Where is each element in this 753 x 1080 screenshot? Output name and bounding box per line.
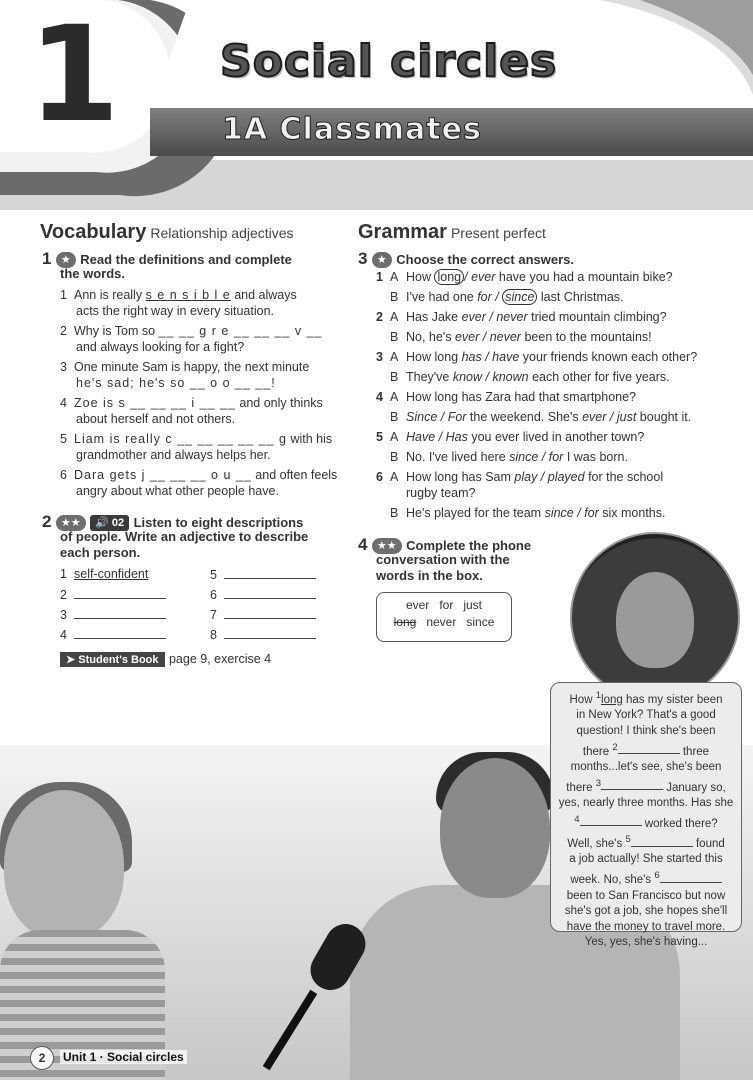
item-text: he's sad; he's so __ o o __ __! [76,376,276,390]
item-text: / [479,330,490,344]
exercise-instruction-cont: each person. [60,545,141,560]
speaker-letter: A [390,310,399,324]
item-text: and only thinks [235,396,323,410]
item-number: 3 [60,360,67,374]
list-item [376,289,736,309]
bubble-text: found [692,837,725,850]
gap-number: 4 [574,813,580,825]
answer-field[interactable] [224,566,316,579]
item-text: No. I've lived here [406,450,510,464]
item-text: acts the right way in every situation. [76,304,275,318]
gap-answer: long [601,693,623,706]
item-text: and always [230,288,297,302]
answer-row [210,606,340,626]
word-for: for [439,598,454,612]
item-number: 4 [60,628,67,642]
difficulty-star-icon: ★★ [56,515,86,531]
item-text: rugby team? [406,486,476,500]
boy-photo [440,758,550,898]
speaker-letter: B [390,370,399,384]
difficulty-star-icon: ★★ [372,538,402,554]
answer-field[interactable] [74,626,166,639]
item-text: I've had one [406,290,478,304]
choice-option[interactable]: known [492,370,529,384]
item-text: How [406,270,435,284]
choice-option[interactable]: for [548,450,564,464]
speaker-letter: B [390,410,399,424]
word-since: since [466,615,495,629]
page-number: 2 [30,1046,54,1070]
speaker-letter: B [390,330,399,344]
bubble-text: three [679,745,710,758]
exercise-instruction-cont: the words. [60,266,126,281]
item-text: Zoe is s __ __ __ i __ __ [74,396,236,410]
answer-field[interactable] [74,586,166,599]
choice-option[interactable]: since [544,506,574,520]
choice-option[interactable]: know [452,370,483,384]
item-text: / [538,450,549,464]
exercise-instruction: Listen to eight descriptions [133,515,304,530]
item-text: and often feels [251,468,338,482]
item-number: 1 [60,288,67,302]
word-box-row [377,614,511,631]
choice-selected[interactable]: long [434,269,464,285]
speaker-letter: A [390,430,399,444]
woman-portrait-photo [570,532,740,702]
item-text: bought it. [636,410,692,424]
item-text: tried mountain climbing? [527,310,667,324]
item-text: Why is Tom so [74,324,159,338]
item-text: for the school [584,470,664,484]
gap-number: 1 [595,690,602,701]
item-number: 4 [376,390,383,404]
item-text: / [606,410,617,424]
item-text: Has Jake [406,310,462,324]
exercise-3-items [376,269,736,525]
exercise-instruction: Read the definitions and complete [80,252,292,267]
list-item: B He's played for the team since / for six months. [390,506,666,520]
choice-option[interactable]: played [547,470,585,484]
item-text: He's played for the team [406,506,545,520]
list-item [60,323,345,355]
choice-option[interactable]: ever [461,310,486,324]
word-box-row [377,597,511,614]
word-box [376,592,512,642]
choice-option[interactable]: For [447,410,467,424]
item-text: been to the mountains! [520,330,652,344]
choice-option[interactable]: Since [406,410,438,424]
gap-number: 6 [654,870,660,882]
speaker-letter: A [390,270,399,284]
exercise-instruction: Complete the phone [406,538,532,553]
choice-option[interactable]: never [496,310,528,324]
exercise-1-items [60,287,345,499]
item-text: How long has Sam [406,470,515,484]
choice-selected[interactable]: since [502,289,537,305]
item-text: about herself and not others. [76,412,236,426]
item-number: 1 [376,270,383,284]
list-item [60,359,345,391]
exercise-number: 4 [358,535,368,554]
item-number: 5 [210,568,217,582]
gap-number: 2 [612,741,618,753]
vocabulary-subtitle: Relationship adjectives [150,225,294,241]
item-text: No, he's [406,330,455,344]
girl-photo [4,790,124,940]
item-text: / [435,430,446,444]
bubble-text: a job actually! She started this [569,853,723,866]
answer-row [60,626,190,646]
list-item [60,431,345,463]
bubble-text: January so, [663,781,726,794]
item-text: / [481,350,493,364]
exercise-number: 1 [42,249,52,268]
item-number: 4 [60,396,67,410]
item-text: angry about what other people have. [76,484,279,498]
audio-track-number: 02 [111,516,125,529]
grammar-heading [358,221,546,244]
answer-field[interactable] [224,606,316,619]
item-text: your friends known each other? [519,350,698,364]
item-text: Ann is really [74,288,146,302]
difficulty-star-icon: ★ [56,252,76,268]
vocabulary-title: Vocabulary [40,221,147,243]
exercise-instruction-cont: conversation with the [376,552,510,567]
item-text: / [464,270,472,284]
word-ever: ever [405,598,430,612]
choice-option[interactable]: ever [582,410,607,424]
list-item [60,467,345,499]
answer-field[interactable] [224,586,316,599]
item-text: How long [406,350,462,364]
item-text: Liam is really c __ __ __ __ __ g [74,432,287,446]
vocabulary-heading [40,221,294,244]
list-item [376,389,736,409]
exercise-number: 3 [358,249,368,268]
item-text: I was born. [563,450,628,464]
choice-option[interactable]: never [489,330,521,344]
exercise-instruction-cont: words in the box. [376,568,483,583]
word-long: long [393,615,417,629]
gap-number: 3 [595,777,602,789]
item-text: Dara gets j __ __ __ o u __ [74,468,252,482]
choice-option[interactable]: ever [454,330,480,344]
list-item [60,287,345,319]
unit-number: 1 [28,0,120,152]
grammar-subtitle: Present perfect [450,225,546,241]
bubble-text: have the money to travel more. [566,920,726,933]
item-text: six months. [598,506,666,520]
item-number: 2 [60,324,67,338]
gap-field[interactable] [580,815,642,826]
answer-field[interactable]: self-confident [74,567,149,581]
list-item [376,369,736,389]
students-book-reference [60,650,271,668]
speaker-letter: B [390,290,399,304]
choice-option[interactable]: Have [406,430,436,444]
answer-row [210,626,340,646]
list-item: 6 A How long has Sam play / played for the school [376,470,664,484]
item-number: 1 [60,567,67,581]
word-never: never [426,615,457,629]
choice-option[interactable]: Has [445,430,468,444]
item-text: with his [286,432,333,446]
item-text: the weekend. She's [466,410,583,424]
unit-title: Social circles [220,36,558,87]
item-number: 3 [60,608,67,622]
bubble-text: yes, nearly three months. Has she [558,797,734,810]
bubble-text: week. No, she's [570,873,655,886]
word-just: just [463,598,483,612]
item-number: 2 [376,310,383,324]
answer-row [210,586,340,606]
bubble-text: been to San Francisco but now [566,889,726,902]
exercise-number: 2 [42,512,52,531]
item-answer: s e n s i b l e [145,288,231,302]
gap-field[interactable] [631,836,693,847]
list-item [376,409,736,429]
choice-option[interactable]: just [616,410,637,424]
item-number: 6 [210,588,217,602]
exercise-instruction-cont: of people. Write an adjective to describe [60,529,309,544]
lesson-title: 1A Classmates [222,112,482,147]
item-text: / [485,310,497,324]
gap-number: 5 [625,834,631,846]
students-book-tag: ➤ Student's Book [60,652,165,667]
item-text: you ever lived in another town? [467,430,645,444]
bubble-text: in New York? That's a good [576,709,716,722]
item-number: 7 [210,608,217,622]
speaker-letter: B [390,450,399,464]
choice-option[interactable]: for [477,290,492,304]
grammar-title: Grammar [358,221,447,243]
footer-unit-label: Unit 1 · Social circles [60,1050,187,1064]
bubble-text: Well, she's [567,837,626,850]
speech-bubble [550,682,742,949]
gap-field[interactable] [601,779,663,790]
item-number: 5 [60,432,67,446]
choice-option[interactable]: has [461,350,482,364]
list-item [376,349,736,369]
answer-row [60,566,190,586]
list-item [60,395,345,427]
bubble-text: has my sister been [622,693,723,706]
item-text: / [437,410,448,424]
speaker-letter: A [390,390,399,404]
list-item [376,429,736,449]
item-text: How long has Zara had that smartphone? [406,390,636,404]
speaker-letter: A [390,350,399,364]
answer-column-left [60,566,190,646]
portrait-face [616,572,694,668]
students-book-page: page 9, exercise 4 [168,652,272,666]
exercise-instruction: Choose the correct answers. [396,252,574,267]
answer-column-right [210,566,340,646]
answer-row [60,586,190,606]
item-text: One minute Sam is happy, the next minute [74,360,310,374]
item-number: 3 [376,350,383,364]
choice-option[interactable]: for [584,506,599,520]
item-number: 6 [60,468,67,482]
item-text: each other for five years. [528,370,670,384]
choice-option[interactable]: play [514,470,538,484]
bubble-text: worked there? [641,817,718,830]
bubble-text: she's got a job, she hopes she'll [564,905,728,918]
bubble-text: months...let's see, she's been [570,761,722,774]
item-number: 2 [60,588,67,602]
bubble-text: How [569,693,596,706]
item-text: last Christmas. [537,290,624,304]
choice-option[interactable]: since [509,450,539,464]
gap-field[interactable] [618,743,680,754]
bubble-text: there [566,781,596,794]
item-text: They've [406,370,453,384]
speaker-icon: 🔊 [95,516,109,529]
bubble-text: Yes, yes, she's having... [584,936,708,949]
exercise-3-header [358,249,574,269]
item-blank: __ __ g r e __ __ __ v __ [158,324,323,338]
answer-row [210,566,340,586]
bubble-text: there [582,745,613,758]
item-text: have you had a mountain bike? [495,270,673,284]
item-number: 5 [376,430,383,444]
item-text: and always looking for a fight? [76,340,245,354]
list-item [376,329,736,349]
answer-row [60,606,190,626]
item-text: / [482,370,493,384]
item-text: / [491,290,503,304]
list-item [376,269,736,289]
bubble-text: question! I think she's been [576,725,716,738]
item-text: / [573,506,585,520]
choice-option[interactable]: have [492,350,520,364]
list-item [376,309,736,329]
answer-field[interactable] [74,606,166,619]
difficulty-star-icon: ★ [372,252,392,268]
gap-field[interactable] [660,872,722,883]
item-number: 8 [210,628,217,642]
list-item [376,449,736,469]
answer-field[interactable] [224,626,316,639]
item-text: / [537,470,548,484]
choice-option[interactable]: ever [471,270,496,284]
item-text: grandmother and always helps her. [76,448,271,462]
